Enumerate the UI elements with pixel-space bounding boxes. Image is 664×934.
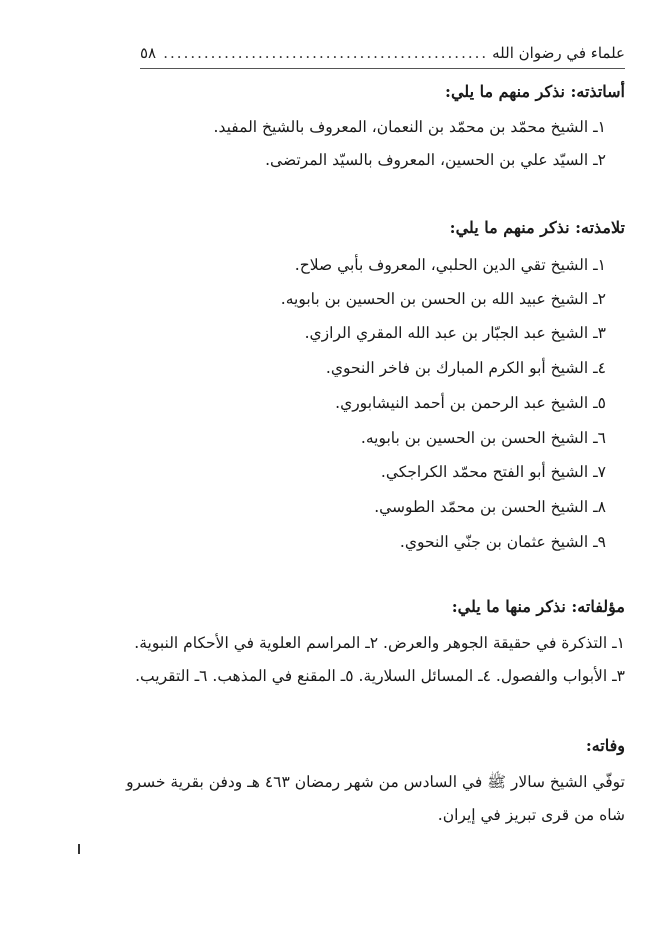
running-header bbox=[140, 44, 625, 62]
works-line: ٣ـ الأبواب والفصول. ٤ـ المسائل السلارية. ٥ـ المقنع في المذهب. ٦ـ التقريب. bbox=[135, 667, 625, 685]
student-item: ٦ـ الشيخ الحسن بن الحسين بن بابويه. bbox=[360, 429, 606, 447]
student-item: ٨ـ الشيخ الحسن بن محمّد الطوسي. bbox=[374, 498, 606, 516]
works-heading: مؤلفاته: نذكر منها ما يلي: bbox=[451, 597, 625, 616]
student-item: ٧ـ الشيخ أبو الفتح محمّد الكراجكي. bbox=[380, 463, 606, 481]
running-title: علماء في رضوان الله bbox=[492, 44, 625, 62]
teacher-item: ١ـ الشيخ محمّد بن محمّد بن النعمان، المعروف بالشيخ المفيد. bbox=[213, 118, 606, 136]
works-line: ١ـ التذكرة في حقيقة الجوهر والعرض. ٢ـ المراسم العلوية في الأحكام النبوية. bbox=[134, 634, 625, 652]
page-number: ٥٨ bbox=[140, 44, 157, 62]
student-item: ٢ـ الشيخ عبيد الله بن الحسن بن الحسين بن بابويه. bbox=[280, 290, 606, 308]
teacher-item: ٢ـ السيّد علي بن الحسين، المعروف بالسيّد المرتضى. bbox=[265, 151, 606, 169]
margin-mark bbox=[78, 844, 80, 854]
header-dot-leader bbox=[160, 44, 488, 62]
students-heading: تلامذته: نذكر منهم ما يلي: bbox=[449, 218, 625, 237]
header-rule bbox=[140, 68, 625, 69]
student-item: ٩ـ الشيخ عثمان بن جنّي النحوي. bbox=[399, 533, 606, 551]
death-heading: وفاته: bbox=[585, 736, 625, 755]
student-item: ١ـ الشيخ تقي الدين الحلبي، المعروف بأبي صلاح. bbox=[294, 256, 606, 274]
death-line: شاه من قرى تبريز في إيران. bbox=[437, 806, 625, 824]
student-item: ٤ـ الشيخ أبو الكرم المبارك بن فاخر النحوي. bbox=[325, 359, 606, 377]
teachers-heading: أساتذته: نذكر منهم ما يلي: bbox=[445, 82, 625, 101]
death-line: توفّي الشيخ سالار ﷺ في السادس من شهر رمضان ٤٦٣ هـ ودفن بقرية خسرو bbox=[126, 773, 625, 791]
student-item: ٥ـ الشيخ عبد الرحمن بن أحمد النيشابوري. bbox=[335, 394, 606, 412]
student-item: ٣ـ الشيخ عبد الجبّار بن عبد الله المقري الرازي. bbox=[304, 324, 606, 342]
